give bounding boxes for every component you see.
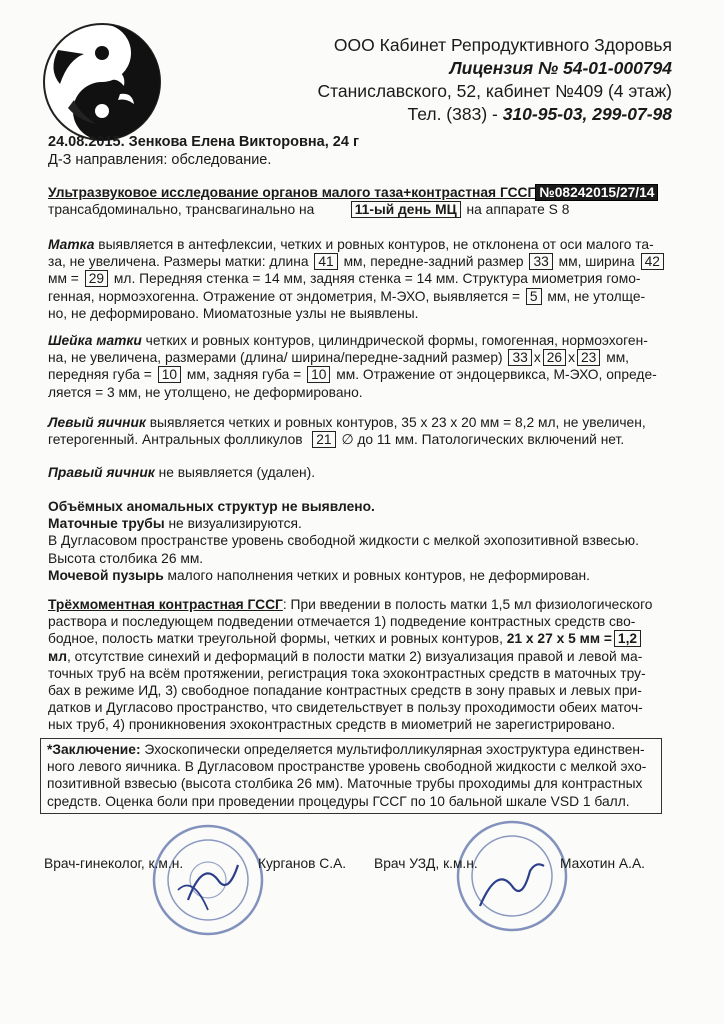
- study-number: №08242015/27/14: [535, 184, 658, 201]
- license-number: Лицензия № 54-01-000794: [449, 58, 672, 78]
- cervix-text-1: четких и ровных контуров, цилиндрической формы, гомогенная, нормоэхоген-: [141, 333, 648, 348]
- stamp-right: [452, 816, 572, 936]
- cervix-text-2a: на, не увеличена, размерами (длина/ ширина/передне-задний размер): [48, 350, 503, 366]
- cycle-day-box: 11-ый день МЦ: [351, 201, 461, 218]
- left-ovary-text-2a: гетерогенный. Антральных фолликулов: [48, 432, 303, 448]
- uterus-volume-box: 29: [85, 270, 108, 287]
- cervix-d2-box: 26: [543, 349, 566, 366]
- clinic-phone: [317, 103, 672, 126]
- bladder-heading: Мочевой пузырь: [48, 567, 164, 583]
- clinic-header: [317, 34, 672, 126]
- phone-numbers: 310-95-03, 299-07-98: [502, 104, 672, 124]
- doctor1-role: Врач-гинеколог, к.м.н.: [44, 856, 184, 871]
- doctor1-name: Курганов С.А.: [258, 856, 347, 871]
- cervix-heading: Шейка матки: [48, 333, 142, 348]
- study-title: Ультразвуковое исследование органов малого таза+контрастная ГССГ: [48, 185, 536, 200]
- uterus-text-3a: мм =: [48, 271, 79, 287]
- stamp-left: [148, 820, 268, 940]
- cervix-section: [48, 332, 670, 401]
- hssg-line-4b: , отсутствие синехий и деформаций в полости матки 2) визуализация правой и левой ма-: [66, 648, 643, 664]
- hssg-line-2: раствора и последующем подведении отмечается 1) подведение контрастных средств сво-: [48, 614, 636, 630]
- uterus-text-5: но, не деформировано. Миоматозные узлы не выявлены.: [48, 305, 419, 321]
- cervix-d1-box: 33: [508, 349, 531, 366]
- conclusion-line-4: средств. Оценка боли при проведении процедуры ГССГ по 10 бальной шкале VSD 1 балл.: [47, 793, 630, 809]
- left-ovary-heading: Левый яичник: [48, 415, 146, 430]
- uterus-text-4b: мм, не утолще-: [547, 288, 646, 304]
- hssg-section: [48, 596, 670, 734]
- tubes-text: не визуализируются.: [164, 516, 302, 532]
- hssg-line-3a: бодное, полость матки треугольной формы, четких и ровных контуров,: [48, 631, 507, 647]
- referral-diagnosis: Д-З направления: обследование.: [48, 152, 272, 168]
- hssg-line-8: ных труб, 4) проникновения эхоконтрастных средств в миометрий не зарегистрировано.: [48, 717, 616, 733]
- douglas-text-1: В Дугласовом пространстве уровень свободной жидкости с мелкой эхопозитивной взвесью.: [48, 533, 639, 549]
- left-ovary-text-2b: до 11 мм. Патологических включений нет.: [357, 432, 625, 448]
- uterus-length-box: 41: [314, 253, 337, 270]
- right-ovary-heading: Правый яичник: [48, 465, 155, 480]
- hssg-line-7: датков и Дугласово пространство, что свидетельствует в пользу проходимости обеих маточ-: [48, 700, 643, 716]
- uterus-heading: Матка: [48, 237, 95, 252]
- conclusion-box: [40, 738, 662, 814]
- times-sign: x: [568, 350, 575, 366]
- cervix-text-3c: мм. Отражение от эндоцервикса, М-ЭХО, опреде-: [336, 367, 657, 383]
- doctor2-name: Махотин А.А.: [560, 856, 645, 871]
- doctor2-role: Врач УЗД, к.м.н.: [374, 856, 478, 871]
- front-lip-box: 10: [158, 366, 181, 383]
- cervix-text-3a: передняя губа =: [48, 367, 152, 383]
- conclusion-heading: *Заключение:: [47, 742, 141, 757]
- left-ovary-section: [48, 414, 670, 448]
- hssg-heading: Трёхмоментная контрастная ГССГ: [48, 597, 283, 612]
- bladder-text: малого наполнения четких и ровных контуров, не деформирован.: [163, 567, 591, 583]
- uterus-text-1: выявляется в антефлексии, четких и ровных контуров, не отклонена от оси малого та-: [94, 237, 654, 252]
- hssg-line-5: точных труб на всём протяжении, регистрация тока эхоконтрастных средств в маточных тру-: [48, 665, 646, 681]
- cervix-d3-box: 23: [577, 349, 600, 366]
- hssg-line-1: : При введении в полость матки 1,5 мл физиологического: [282, 597, 653, 612]
- uterus-mecho-box: 5: [526, 288, 542, 305]
- uterus-width-box: 42: [641, 253, 664, 270]
- back-lip-box: 10: [307, 366, 330, 383]
- clinic-logo: [38, 20, 166, 144]
- left-ovary-text-1: выявляется четких и ровных контуров, 35 х 23 х 20 мм = 8,2 мл, не увеличен,: [145, 415, 646, 430]
- uterus-text-4a: генная, нормоэхогенна. Отражение от эндометрия, М-ЭХО, выявляется =: [48, 288, 520, 304]
- diameter-icon: ∅: [341, 432, 354, 448]
- right-ovary-section: [48, 464, 670, 481]
- right-ovary-text: не выявляется (удален).: [154, 465, 316, 480]
- conclusion-line-3: позитивной взвесью (высота столбика 26 мм). Маточные трубы проходимы для контрастных: [47, 776, 643, 792]
- douglas-text-2: Высота столбика 26 мм.: [48, 550, 204, 566]
- hssg-line-6: бах в режиме ИД, 3) свободное попадание контрастных средств в зону правых и левых при-: [48, 683, 642, 699]
- times-sign: x: [533, 350, 541, 366]
- uterus-text-2c: мм, ширина: [558, 254, 635, 270]
- follicles-box: 21: [312, 431, 335, 448]
- uterus-text-3b: мл. Передняя стенка = 14 мм, задняя стенка = 14 мм. Структура миометрия гомо-: [113, 271, 641, 287]
- conclusion-line-2: ного левого яичника. В Дугласовом пространстве уровень свободной жидкости с мелкой эхо-: [47, 759, 647, 775]
- uterus-section: [48, 236, 670, 322]
- hssg-volume-box: 1,2: [614, 630, 641, 647]
- study-access: трансабдоминально, трансвагинально на: [48, 202, 315, 218]
- cervix-text-3b: мм, задняя губа =: [186, 367, 302, 383]
- uterus-ap-box: 33: [529, 253, 552, 270]
- study-header: [48, 184, 670, 218]
- conclusion-line-1: Эхоскопически определяется мультифолликулярная эхоструктура единствен-: [140, 742, 645, 757]
- hssg-line-4a: мл: [48, 648, 67, 664]
- clinic-address: Станиславского, 52, кабинет №409 (4 этаж): [317, 81, 672, 101]
- clinic-name: ООО Кабинет Репродуктивного Здоровья: [333, 35, 672, 55]
- device-text: на аппарате S 8: [466, 202, 570, 218]
- uterus-text-2b: мм, передне-задний размер: [343, 254, 524, 270]
- uterus-text-2a: за, не увеличена. Размеры матки: длина: [48, 254, 309, 270]
- patient-line: 24.08.2015. Зенкова Елена Викторовна, 24 г: [48, 134, 359, 150]
- hssg-dims: 21 х 27 х 5 мм =: [506, 631, 612, 647]
- cervix-text-4: ляется = 3 мм, не утолщено, не деформировано.: [48, 384, 363, 400]
- cervix-mm: мм,: [606, 350, 630, 366]
- no-mass-text: Объёмных аномальных структур не выявлено.: [48, 499, 375, 514]
- misc-section: [48, 498, 670, 584]
- tubes-heading: Маточные трубы: [48, 516, 165, 532]
- phone-prefix: Тел. (383) -: [407, 104, 503, 124]
